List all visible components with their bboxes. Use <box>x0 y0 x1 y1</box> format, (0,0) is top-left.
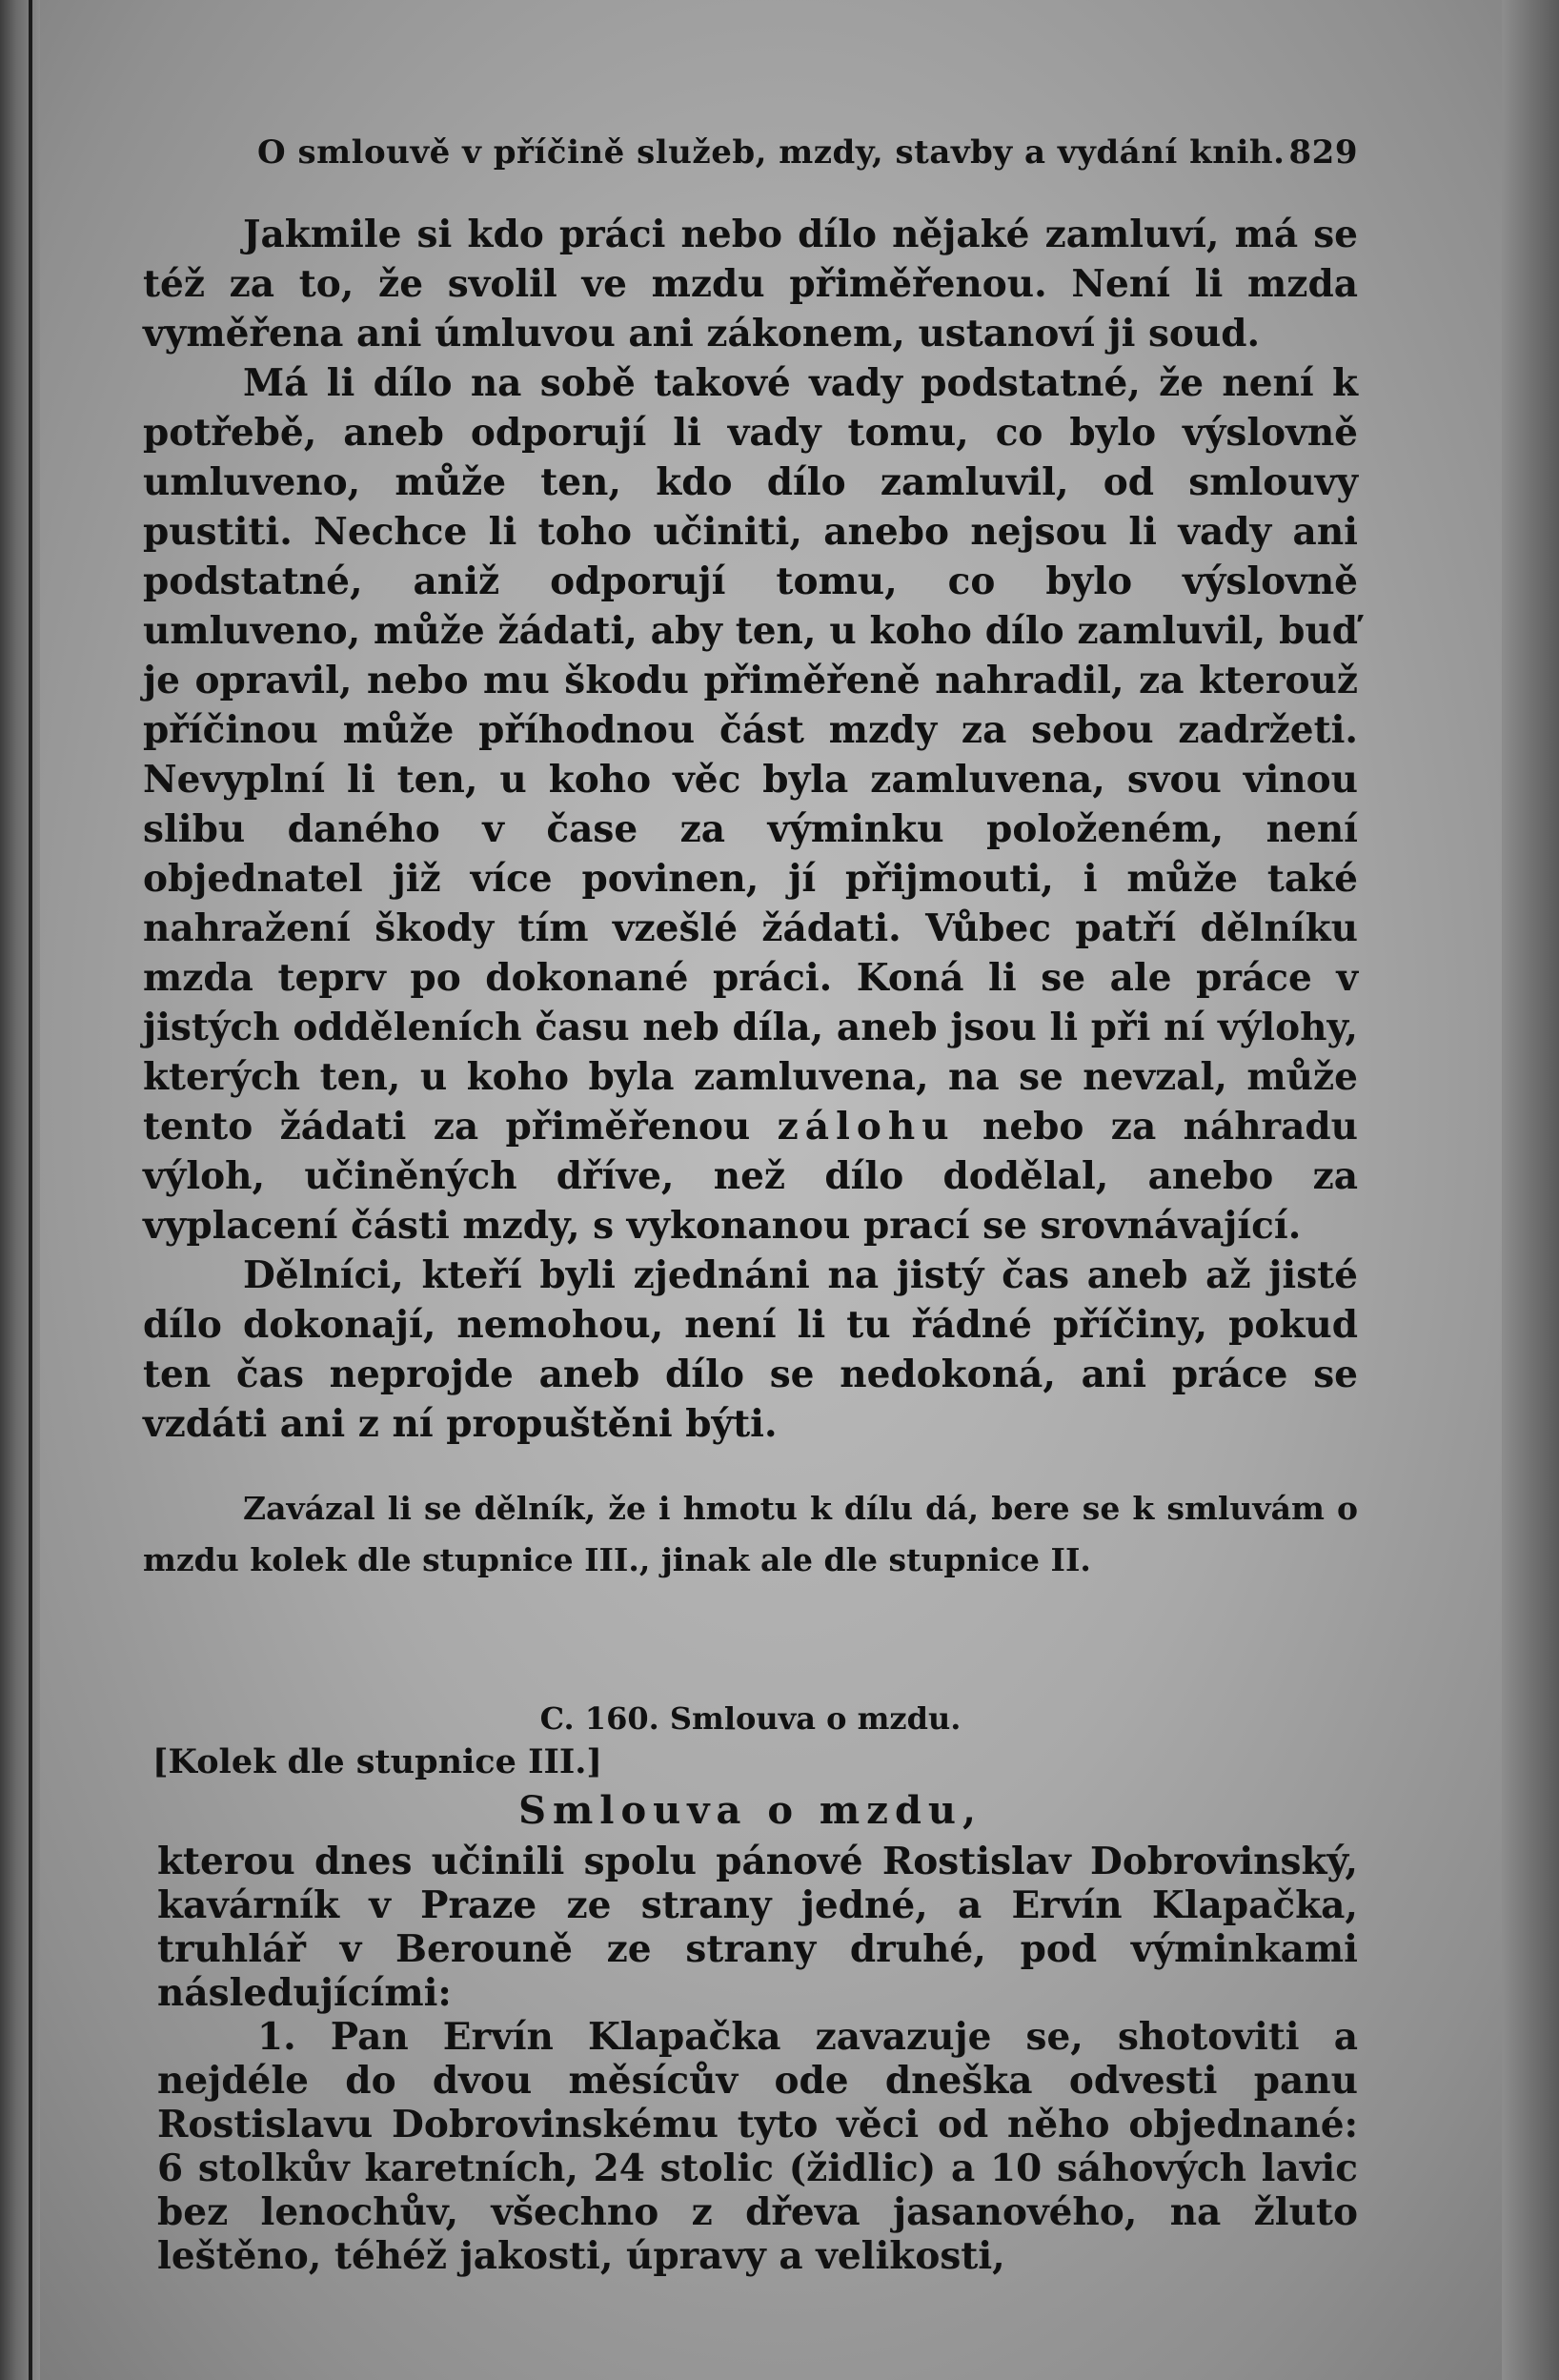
paragraph-workers: Dělníci, kteří byli zjednáni na jistý čas aneb až jisté dílo dokonají, nemohou, není li tu řádné příčiny, pokud ten čas neprojde aneb dílo se nedokoná, ani práce se vzdáti ani z ní propuštěni býti. <box>143 1253 1358 1446</box>
emphasis-advance: zálohu <box>777 1105 956 1149</box>
running-header <box>257 133 1358 172</box>
contract-title: Smlouva o mzdu, <box>518 1788 982 1833</box>
paragraph-defects-text: Má li dílo na sobě takové vady podstatné, že není k potřebě, aneb odporují li vady tomu, co bylo výslovně umluveno, může ten, kdo dílo zamluvil, od smlouvy pustiti. Nechce li toho učiniti, anebo nejsou li vady ani podstatné, aniž odporují tomu, co bylo výslovně umluveno, může žádati, aby ten, u koho dílo zamluvil, buď je opravil, nebo mu škodu přiměřeně nahradil, za kterouž příčinou může příhodnou část mzdy za sebou zadržeti. Nevyplní li ten, u koho věc byla zamluvena, svou vinou slibu daného v čase za výminku položeném, není objednatel již více povinen, jí přijmouti, i může také nahražení škody tím vzešlé žádati. Vůbec patří dělníku mzda teprv po dokonané práci. Koná li se ale práce v jistých odděleních času neb díla, aneb jsou li při ní výlohy, kterých ten, u koho byla zamluvena, na se nevzal, může tento žádati za přiměřenou <box>143 361 1358 1149</box>
contract-intro: kterou dnes učinili spolu pánové Rostislav Dobrovinský, kavárník v Praze ze strany jedné, a Ervín Klapačka, truhlář v Berouně ze strany druhé, pod výminkami následujícími: <box>157 1840 1358 2015</box>
stamp-tariff-line: [Kolek dle stupnice III.] <box>152 1742 602 1781</box>
book-gutter-shadow <box>0 0 40 2380</box>
page-left-border-line <box>29 0 32 2380</box>
section-heading: C. 160. Smlouva o mzdu. <box>539 1700 962 1737</box>
book-page <box>143 133 1358 2278</box>
contract-item-1: 1. Pan Ervín Klapačka zavazuje se, shotoviti a nejdéle do dvou měsícův ode dneška odvesti panu Rostislavu Dobrovinskému tyto věci od něho objednané: 6 stolkův karetních, 24 stolic (židlic) a 10 sáhových lavic bez lenochův, všechno z dřeva jasanového, na žluto leštěno, téhéž jakosti, úpravy a velikosti, <box>157 2015 1358 2278</box>
running-header-title: O smlouvě v příčině služeb, mzdy, stavby a vydání knih. <box>257 133 1286 172</box>
paragraph-defects <box>143 358 1358 1251</box>
page-right-edge-shadow <box>1502 0 1559 2380</box>
stamp-note: Zavázal li se dělník, že i hmotu k dílu dá, bere se k smluvám o mzdu kolek dle stupnice III., jinak ale dle stupnice II. <box>143 1490 1358 1578</box>
paragraph-wage: Jakmile si kdo práci nebo dílo nějaké zamluví, má se též za to, že svolil ve mzdu přiměřenou. Není li mzda vyměřena ani úmluvou ani zákonem, ustanoví ji soud. <box>143 213 1358 356</box>
page-number: 829 <box>1288 133 1358 172</box>
paragraph-defects-text-end: nebo za náhradu výloh, učiněných dříve, než dílo dodělal, anebo za vyplacení části mzdy, s vykonanou prací se srovnávající. <box>143 1105 1358 1248</box>
